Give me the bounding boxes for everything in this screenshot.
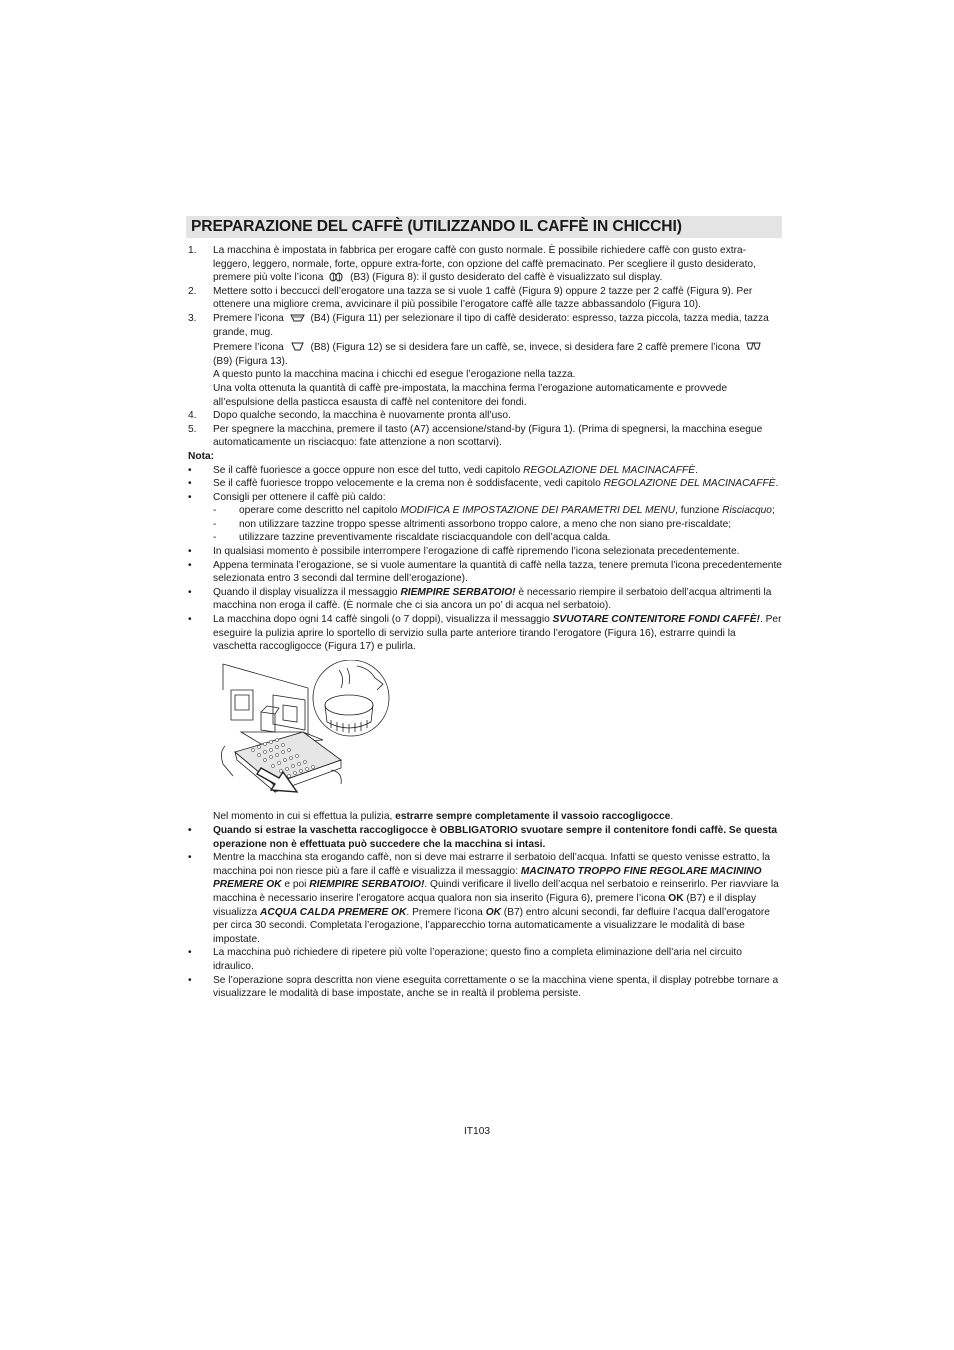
section-title: PREPARAZIONE DEL CAFFÈ (UTILIZZANDO IL CAFFÈ IN CHICCHI) [191,218,682,235]
warning-item: • La macchina può richiedere di ripetere più volte l’operazione; questo fino a completa eliminazione dell’aria nel circuito idraulico. [188,947,742,972]
note-item: • La macchina dopo ogni 14 caffè singoli (o 7 doppi), visualizza il messaggio SVUOTARE CONTENITORE FONDI CAFFÈ!. Per eseguire la pulizia aprire lo sportello di servizio sulla parte anteriore tirando l’erogatore (Figura 16), estrarre quindi la vaschetta raccogligocce (Figura 17) e pulirla. [188,614,782,653]
dash: - [213,518,217,530]
section-heading [186,216,782,238]
bullet: • [188,491,192,503]
note-item: • In qualsiasi momento è possibile interrompere l’erogazione di caffè ripremendo l’icona selezionata precedentemente. [188,546,740,558]
note-label: Nota: [188,450,215,462]
bullet: • [188,478,192,490]
page-number: IT103 [463,1126,491,1137]
drip-tray-illustration [213,660,393,798]
bullet: • [188,947,192,959]
step-number: 4. [188,410,197,422]
step-number: 5. [188,423,197,435]
note-item: • Consigli per ottenere il caffè più caldo: [188,491,386,503]
tip-item: - utilizzare tazzine preventivamente riscaldate risciacquandole con dell’acqua calda. [213,532,611,544]
step-3-dispensing: Una volta ottenuta la quantità di caffè pre-impostata, la macchina ferma l’erogazione automaticamente e provvede all’espulsione della pasticca esausta di caffè nel contenitore dei fondi. [213,382,728,408]
cleaning-note: Nel momento in cui si effettua la pulizia, estrarre sempre completamente il vassoio raccogligocce. [213,811,674,823]
bullet: • [188,464,192,476]
step-1: 1. La macchina è impostata in fabbrica per erogare caffè con gusto normale. È possibile richiedere caffè con gusto extra-leggero, leggero, normale, forte, oppure extra-forte, con opzione del caffè premacinato. Per scegliere il gusto desiderato, premere più volte l’icona (B3) (Figura 8): il gusto desiderato del caffè è visualizzato sul display. [188,245,756,284]
coffee-strength-icon [329,271,344,282]
step-3-grinding: A questo punto la macchina macina i chicchi ed esegue l’erogazione nella tazza. [213,369,576,381]
bullet: • [188,614,192,626]
step-3-detail: Premere l’icona (B8) (Figura 12) se si desidera fare un caffè, se, invece, si desidera fare 2 caffè premere l’icona (B9) (Figura 13). [188,341,782,368]
step-2: 2. Mettere sotto i beccucci dell’erogatore una tazza se si vuole 1 caffè (Figura 9) oppure 2 tazze per 2 caffè (Figura 9). Per ottenere una migliore crema, avvicinare il più possibile l’erogatore caffè alle tazze abbassandolo (Figura 10). [188,285,753,311]
warning-item: • Se l’operazione sopra descritta non viene eseguita correttamente o se la macchina viene spenta, il display potrebbe tornare a visualizzare le modalità di base impostate, anche se in realtà il problema persiste. [188,974,779,1000]
double-coffee-icon [746,341,761,352]
bullet: • [188,546,192,558]
bullet: • [188,852,192,864]
dash: - [213,505,217,517]
tip-item: - non utilizzare tazzine troppo spesse altrimenti assorbono troppo calore, a meno che non siano pre-riscaldate; [213,518,732,530]
step-4: 4. Dopo qualche secondo, la macchina è nuovamente pronta all’uso. [188,410,511,422]
tip-item: - operare come descritto nel capitolo MODIFICA E IMPOSTAZIONE DEI PARAMETRI DEL MENU, funzione Risciacquo; [213,505,775,517]
step-number: 2. [188,285,197,297]
note-item: • Se il caffè fuoriesce troppo velocemente e la crema non è soddisfacente, vedi capitolo REGOLAZIONE DEL MACINACAFFÈ. [188,478,779,490]
step-number: 1. [188,245,197,256]
note-item: • Quando il display visualizza il messaggio RIEMPIRE SERBATOIO! è necessario riempire il serbatoio dell’acqua altrimenti la macchina non eroga il caffè. (È normale che ci sia ancora un po’ di acqua nel serbatoio). [188,586,772,612]
content-body [188,244,782,1001]
note-item: • Appena terminata l’erogazione, se si vuole aumentare la quantità di caffè nella tazza, tenere premuta l’icona precedentemente selezionata entro 3 secondi dal termine dell’erogazione). [188,559,782,585]
warning-item: • Quando si estrae la vaschetta raccogligocce è OBBLIGATORIO svuotare sempre il contenitore fondi caffè. Se questa operazione non è effettuata può succedere che la macchina si intasi. [188,825,778,850]
step-5: 5. Per spegnere la macchina, premere il tasto (A7) accensione/stand-by (Figura 1). (Prima di spegnersi, la macchina esegue automaticamente un risciacquo: fate attenzione a non scottarvi). [188,423,763,449]
cup-size-icon [290,312,305,323]
bullet: • [188,559,192,571]
bullet: • [188,825,192,836]
step-number: 3. [188,312,197,324]
bullet: • [188,974,192,986]
bullet: • [188,586,192,598]
step-3: 3. Premere l’icona (B4) (Figura 11) per selezionare il tipo di caffè desiderato: espresso, tazza piccola, tazza media, tazza grande, mug. [188,312,769,338]
note-item: • Se il caffè fuoriesce a gocce oppure non esce del tutto, vedi capitolo REGOLAZIONE DEL MACINACAFFÈ. [188,464,698,476]
warning-item: • Mentre la macchina sta erogando caffè, non si deve mai estrarre il serbatoio dell’acqua. Infatti se questo venisse estratto, la macchina poi non riesce più a fare il caffè e visualizza il messaggio: MACINATO TROPPO FINE REGOLARE MACININO PREMERE OK e poi RIEMPIRE SERBATOIO!. Quindi verificare il livello dell’acqua nel serbatoio e reinserirlo. Per riavviare la macchina è necessario inserire l’erogatore acqua qualora non sia inserito (Figura 6), premere l’icona OK (B7) e il display visualizza ACQUA CALDA PREMERE OK. Premere l’icona OK (B7) entro alcuni secondi, far defluire l’acqua dall’erogatore per circa 30 secondi. Completata l’erogazione, l’apparecchio torna automaticamente a visualizzare le modalità di base impostate. [188,852,779,945]
dash: - [213,532,217,544]
single-coffee-icon [290,341,305,352]
